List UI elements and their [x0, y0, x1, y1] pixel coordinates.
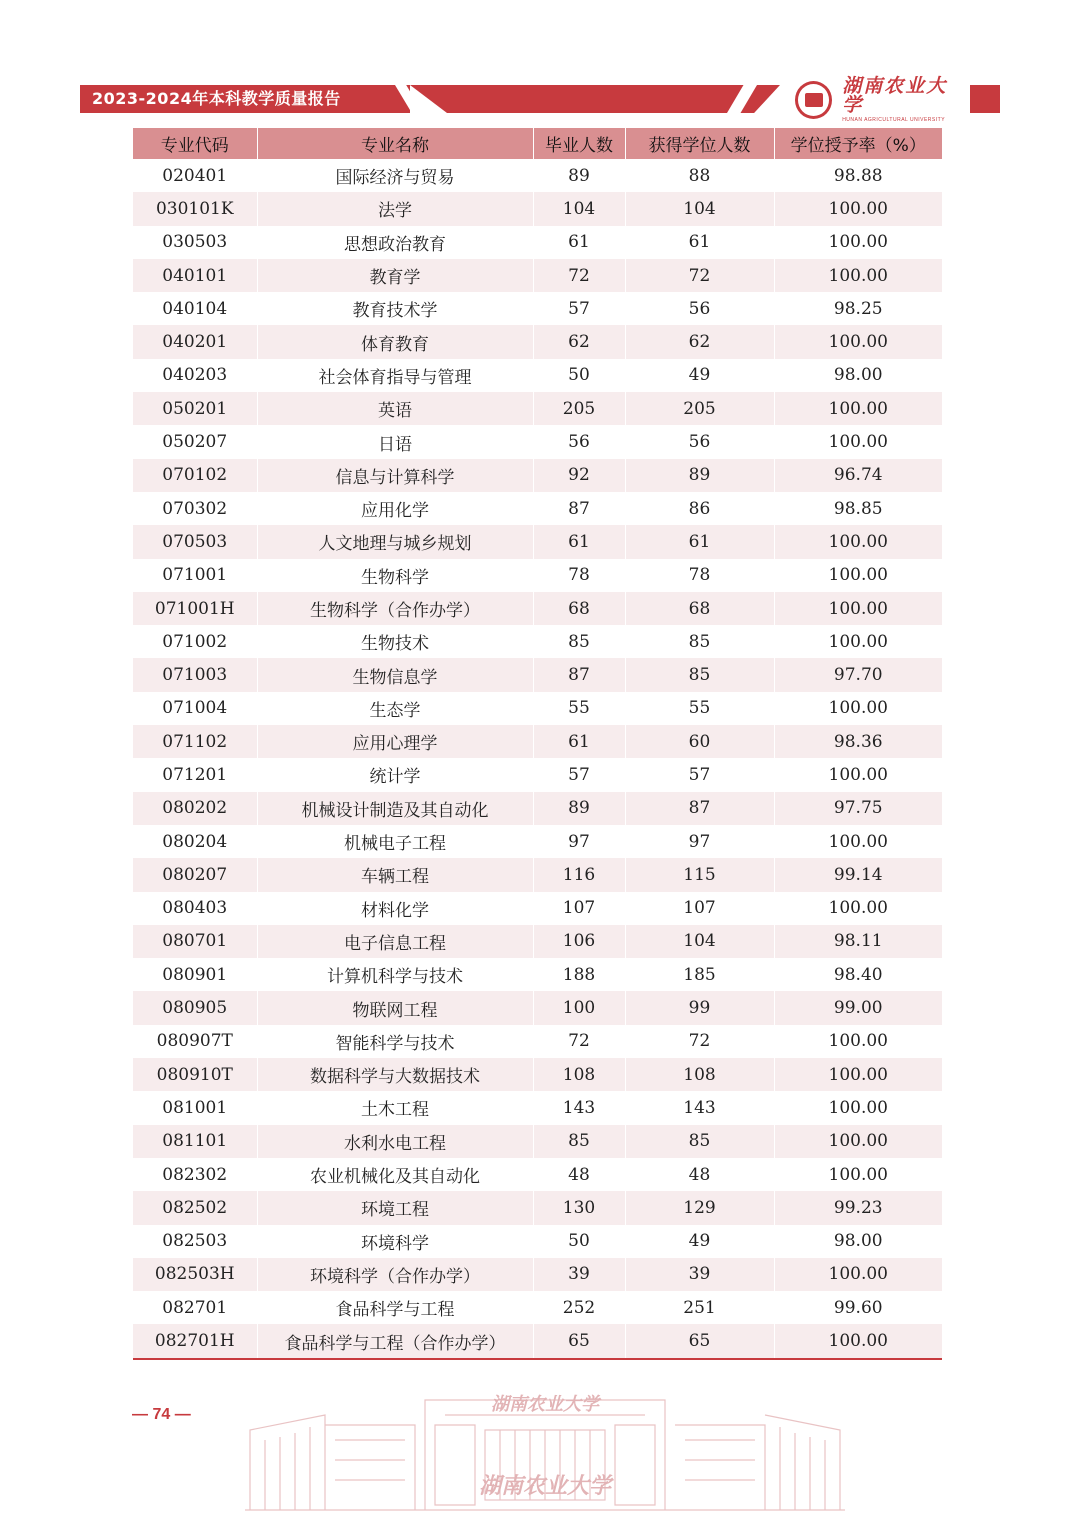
major-code-cell: 071004	[133, 692, 257, 725]
major-code-cell: 071201	[133, 758, 257, 791]
major-code-cell: 080701	[133, 925, 257, 958]
table-header-row	[133, 128, 942, 159]
campus-building-watermark	[245, 1385, 845, 1515]
graduates-cell: 87	[533, 492, 625, 525]
degree-rate-cell: 99.00	[774, 991, 942, 1024]
major-code-cell: 040104	[133, 292, 257, 325]
degree-rate-cell: 100.00	[774, 525, 942, 558]
degrees-cell: 97	[625, 825, 774, 858]
degree-rate-cell: 100.00	[828, 898, 888, 919]
degree-rate-cell: 100.00	[774, 1125, 942, 1158]
major-name-cell: 计算机科学与技术	[257, 958, 533, 991]
major-name-cell: 体育教育	[257, 325, 533, 358]
degrees-cell: 107	[625, 892, 774, 925]
major-code-cell: 040101	[133, 259, 257, 292]
degrees-cell: 129	[625, 1191, 774, 1224]
table-row	[133, 725, 942, 758]
table-row	[133, 192, 942, 225]
degrees-cell: 115	[625, 858, 774, 891]
major-code-cell: 071003	[133, 658, 257, 691]
degrees-cell: 104	[625, 925, 774, 958]
major-code-cell: 030101K	[133, 192, 257, 225]
graduates-cell: 61	[533, 725, 625, 758]
degrees-cell: 108	[625, 1058, 774, 1091]
degrees-cell: 85	[625, 1125, 774, 1158]
major-name-cell: 环境科学	[257, 1225, 533, 1258]
column-header: 学位授予率（%）	[774, 128, 942, 159]
graduates-cell: 50	[533, 1225, 625, 1258]
major-code-cell: 081001	[133, 1091, 257, 1124]
table-row	[133, 425, 942, 458]
table-row	[133, 1091, 942, 1124]
table-row	[133, 392, 942, 425]
university-logo	[795, 75, 965, 123]
university-name: 湖南农业大学	[842, 75, 948, 116]
graduates-cell: 61	[533, 226, 625, 259]
major-code-cell: 082503H	[133, 1258, 257, 1291]
table-row	[133, 259, 942, 292]
graduates-cell: 72	[533, 1025, 625, 1058]
degree-rate-cell: 99.60	[833, 1297, 883, 1318]
major-code-cell: 030503	[133, 226, 257, 259]
graduates-cell: 108	[533, 1058, 625, 1091]
major-name-cell: 生物科学（合作办学）	[257, 592, 533, 625]
table-row	[133, 592, 942, 625]
column-header: 获得学位人数	[625, 128, 774, 159]
major-code-cell: 071001	[133, 559, 257, 592]
degree-rate-cell: 100.00	[828, 631, 888, 652]
degree-rate-cell: 98.11	[774, 925, 942, 958]
degree-rate-cell: 97.75	[774, 792, 942, 825]
major-code-cell: 071002	[133, 625, 257, 658]
major-code-cell: 070503	[133, 525, 257, 558]
report-title: 2023-2024年本科教学质量报告	[92, 89, 341, 108]
graduates-cell: 104	[533, 192, 625, 225]
table-row	[133, 858, 942, 891]
major-name-cell: 生态学	[257, 692, 533, 725]
graduates-cell: 56	[533, 425, 625, 458]
table-row	[133, 1158, 942, 1191]
table-row	[133, 692, 942, 725]
degree-rate-cell: 100.00	[828, 565, 888, 586]
degree-rate-cell: 100.00	[774, 259, 942, 292]
graduates-cell: 48	[533, 1158, 625, 1191]
table-row	[133, 1025, 942, 1058]
degree-rate-cell: 99.14	[774, 858, 942, 891]
major-name-cell: 法学	[257, 192, 533, 225]
major-name-cell: 人文地理与城乡规划	[257, 525, 533, 558]
table-row	[133, 292, 942, 325]
degrees-cell: 65	[625, 1324, 774, 1358]
major-name-cell: 教育学	[257, 259, 533, 292]
table-row	[133, 525, 942, 558]
degree-rate-cell: 98.88	[833, 165, 883, 186]
degrees-cell: 143	[625, 1091, 774, 1124]
table-row	[133, 925, 942, 958]
major-name-cell: 日语	[257, 425, 533, 458]
major-name-cell: 机械设计制造及其自动化	[257, 792, 533, 825]
major-name-cell: 社会体育指导与管理	[257, 359, 533, 392]
major-code-cell: 080202	[133, 792, 257, 825]
major-name-cell: 车辆工程	[257, 858, 533, 891]
column-header: 专业代码	[133, 128, 257, 159]
major-code-cell: 071102	[133, 725, 257, 758]
table-row	[133, 958, 942, 991]
table-row	[133, 658, 942, 691]
degrees-cell: 39	[625, 1258, 774, 1291]
table-row	[133, 1191, 942, 1224]
degrees-cell: 251	[625, 1291, 774, 1324]
major-code-cell: 050207	[133, 425, 257, 458]
major-name-cell: 生物科学	[257, 559, 533, 592]
major-code-cell: 070102	[133, 459, 257, 492]
major-code-cell: 081101	[133, 1125, 257, 1158]
table-row	[133, 1125, 942, 1158]
degrees-cell: 49	[625, 1225, 774, 1258]
table-row	[133, 1258, 942, 1291]
major-name-cell: 统计学	[257, 758, 533, 791]
major-name-cell: 信息与计算科学	[257, 459, 533, 492]
degree-rate-cell: 98.36	[774, 725, 942, 758]
degree-rate-cell: 100.00	[774, 192, 942, 225]
degree-rate-cell: 100.00	[774, 325, 942, 358]
major-code-cell: 040201	[133, 325, 257, 358]
major-code-cell: 080403	[133, 892, 257, 925]
major-code-cell: 082502	[133, 1191, 257, 1224]
major-code-cell: 050201	[133, 392, 257, 425]
degrees-cell: 56	[625, 425, 774, 458]
graduates-cell: 188	[533, 958, 625, 991]
graduates-cell: 39	[533, 1258, 625, 1291]
header-stripe	[410, 85, 780, 113]
graduates-cell: 68	[533, 592, 625, 625]
degrees-cell: 99	[625, 991, 774, 1024]
graduates-cell: 50	[533, 359, 625, 392]
degree-rate-cell: 100.00	[828, 831, 888, 852]
major-code-cell: 082701	[133, 1291, 257, 1324]
major-name-cell: 环境科学（合作办学）	[257, 1258, 533, 1291]
major-code-cell: 080907T	[133, 1025, 257, 1058]
degree-rate-cell: 100.00	[828, 764, 888, 785]
graduates-cell: 65	[533, 1324, 625, 1358]
graduates-cell: 89	[533, 159, 625, 192]
degrees-cell: 60	[625, 725, 774, 758]
table-row	[133, 325, 942, 358]
degree-rate-cell: 100.00	[828, 698, 888, 719]
major-name-cell: 水利水电工程	[257, 1125, 533, 1158]
degrees-cell: 68	[625, 592, 774, 625]
graduates-cell: 61	[533, 525, 625, 558]
major-name-cell: 应用化学	[257, 492, 533, 525]
graduates-cell: 106	[533, 925, 625, 958]
major-code-cell: 080910T	[133, 1058, 257, 1091]
graduates-cell: 89	[533, 792, 625, 825]
degrees-cell: 61	[625, 226, 774, 259]
degree-rate-cell: 98.85	[833, 498, 883, 519]
major-code-cell: 020401	[133, 159, 257, 192]
degree-rate-cell: 100.00	[828, 1031, 888, 1052]
degree-rate-cell: 100.00	[828, 232, 888, 253]
degrees-cell: 56	[625, 292, 774, 325]
degree-rate-table	[133, 128, 942, 1360]
major-name-cell: 生物技术	[257, 625, 533, 658]
major-code-cell: 071001H	[133, 592, 257, 625]
table-row	[133, 625, 942, 658]
degree-rate-cell: 98.00	[833, 1231, 883, 1252]
degrees-cell: 88	[625, 159, 774, 192]
major-code-cell: 080905	[133, 991, 257, 1024]
degrees-cell: 72	[625, 1025, 774, 1058]
degree-rate-cell: 100.00	[774, 592, 942, 625]
degrees-cell: 85	[625, 658, 774, 691]
major-name-cell: 教育技术学	[257, 292, 533, 325]
graduates-cell: 107	[533, 892, 625, 925]
table-row	[133, 825, 942, 858]
degree-rate-cell: 100.00	[774, 1058, 942, 1091]
major-code-cell: 080204	[133, 825, 257, 858]
degree-rate-cell: 98.00	[833, 365, 883, 386]
university-seal-icon	[795, 81, 832, 119]
degrees-cell: 85	[625, 625, 774, 658]
major-name-cell: 电子信息工程	[257, 925, 533, 958]
degrees-cell: 57	[625, 758, 774, 791]
degrees-cell: 78	[625, 559, 774, 592]
major-name-cell: 食品科学与工程（合作办学）	[257, 1324, 533, 1358]
university-name-en: HUNAN AGRICULTURAL UNIVERSITY	[842, 117, 946, 123]
table-row	[133, 226, 942, 259]
graduates-cell: 97	[533, 825, 625, 858]
table-body	[133, 159, 942, 1359]
graduates-cell: 130	[533, 1191, 625, 1224]
graduates-cell: 78	[533, 559, 625, 592]
graduates-cell: 100	[533, 991, 625, 1024]
table-row	[133, 159, 942, 192]
degree-rate-cell: 100.00	[774, 1258, 942, 1291]
major-name-cell: 环境工程	[257, 1191, 533, 1224]
major-name-cell: 英语	[257, 392, 533, 425]
degrees-cell: 61	[625, 525, 774, 558]
degree-rate-cell: 100.00	[774, 1324, 942, 1358]
degree-rate-cell: 99.23	[774, 1191, 942, 1224]
degrees-cell: 48	[625, 1158, 774, 1191]
degrees-cell: 89	[625, 459, 774, 492]
graduates-cell: 55	[533, 692, 625, 725]
column-header: 专业名称	[257, 128, 533, 159]
page-number: — 74 —	[132, 1406, 191, 1423]
major-name-cell: 农业机械化及其自动化	[257, 1158, 533, 1191]
degrees-cell: 49	[625, 359, 774, 392]
degree-rate-cell: 100.00	[828, 1164, 888, 1185]
degrees-cell: 104	[625, 192, 774, 225]
graduates-cell: 85	[533, 625, 625, 658]
major-code-cell: 082302	[133, 1158, 257, 1191]
degrees-cell: 62	[625, 325, 774, 358]
degree-rate-cell: 100.00	[828, 1097, 888, 1118]
degree-rate-cell: 97.70	[774, 658, 942, 691]
degrees-cell: 72	[625, 259, 774, 292]
graduates-cell: 57	[533, 292, 625, 325]
graduates-cell: 92	[533, 459, 625, 492]
major-name-cell: 思想政治教育	[257, 226, 533, 259]
table-row	[133, 559, 942, 592]
table-row	[133, 892, 942, 925]
degrees-cell: 205	[625, 392, 774, 425]
graduates-cell: 252	[533, 1291, 625, 1324]
table-row	[133, 991, 942, 1024]
degrees-cell: 86	[625, 492, 774, 525]
graduates-cell: 57	[533, 758, 625, 791]
major-name-cell: 土木工程	[257, 1091, 533, 1124]
graduates-cell: 116	[533, 858, 625, 891]
major-code-cell: 082503	[133, 1225, 257, 1258]
table-row	[133, 492, 942, 525]
major-name-cell: 食品科学与工程	[257, 1291, 533, 1324]
major-code-cell: 070302	[133, 492, 257, 525]
degree-rate-cell: 98.40	[833, 964, 883, 985]
major-name-cell: 生物信息学	[257, 658, 533, 691]
watermark-name-top: 湖南农业大学	[491, 1394, 599, 1415]
graduates-cell: 85	[533, 1125, 625, 1158]
major-code-cell: 080207	[133, 858, 257, 891]
graduates-cell: 205	[533, 392, 625, 425]
table-row	[133, 1291, 942, 1324]
major-name-cell: 智能科学与技术	[257, 1025, 533, 1058]
major-name-cell: 机械电子工程	[257, 825, 533, 858]
table-row	[133, 1225, 942, 1258]
major-code-cell: 082701H	[133, 1324, 257, 1358]
header-end-block	[970, 85, 1000, 113]
degree-rate-cell: 96.74	[774, 459, 942, 492]
graduates-cell: 72	[533, 259, 625, 292]
table-row	[133, 359, 942, 392]
major-code-cell: 040203	[133, 359, 257, 392]
degrees-cell: 185	[625, 958, 774, 991]
major-name-cell: 物联网工程	[257, 991, 533, 1024]
table-row	[133, 792, 942, 825]
major-name-cell: 材料化学	[257, 892, 533, 925]
degrees-cell: 87	[625, 792, 774, 825]
major-name-cell: 应用心理学	[257, 725, 533, 758]
degree-rate-cell: 98.25	[833, 298, 883, 319]
graduates-cell: 62	[533, 325, 625, 358]
column-header: 毕业人数	[533, 128, 625, 159]
watermark-name-bottom: 湖南农业大学	[478, 1473, 612, 1499]
graduates-cell: 87	[533, 658, 625, 691]
degree-rate-cell: 100.00	[828, 432, 888, 453]
major-name-cell: 数据科学与大数据技术	[257, 1058, 533, 1091]
degree-rate-cell: 100.00	[774, 392, 942, 425]
major-code-cell: 080901	[133, 958, 257, 991]
degrees-cell: 55	[625, 692, 774, 725]
major-name-cell: 国际经济与贸易	[257, 159, 533, 192]
table-row	[133, 1058, 942, 1091]
graduates-cell: 143	[533, 1091, 625, 1124]
table-row	[133, 758, 942, 791]
table-row	[133, 1324, 942, 1358]
table-row	[133, 459, 942, 492]
